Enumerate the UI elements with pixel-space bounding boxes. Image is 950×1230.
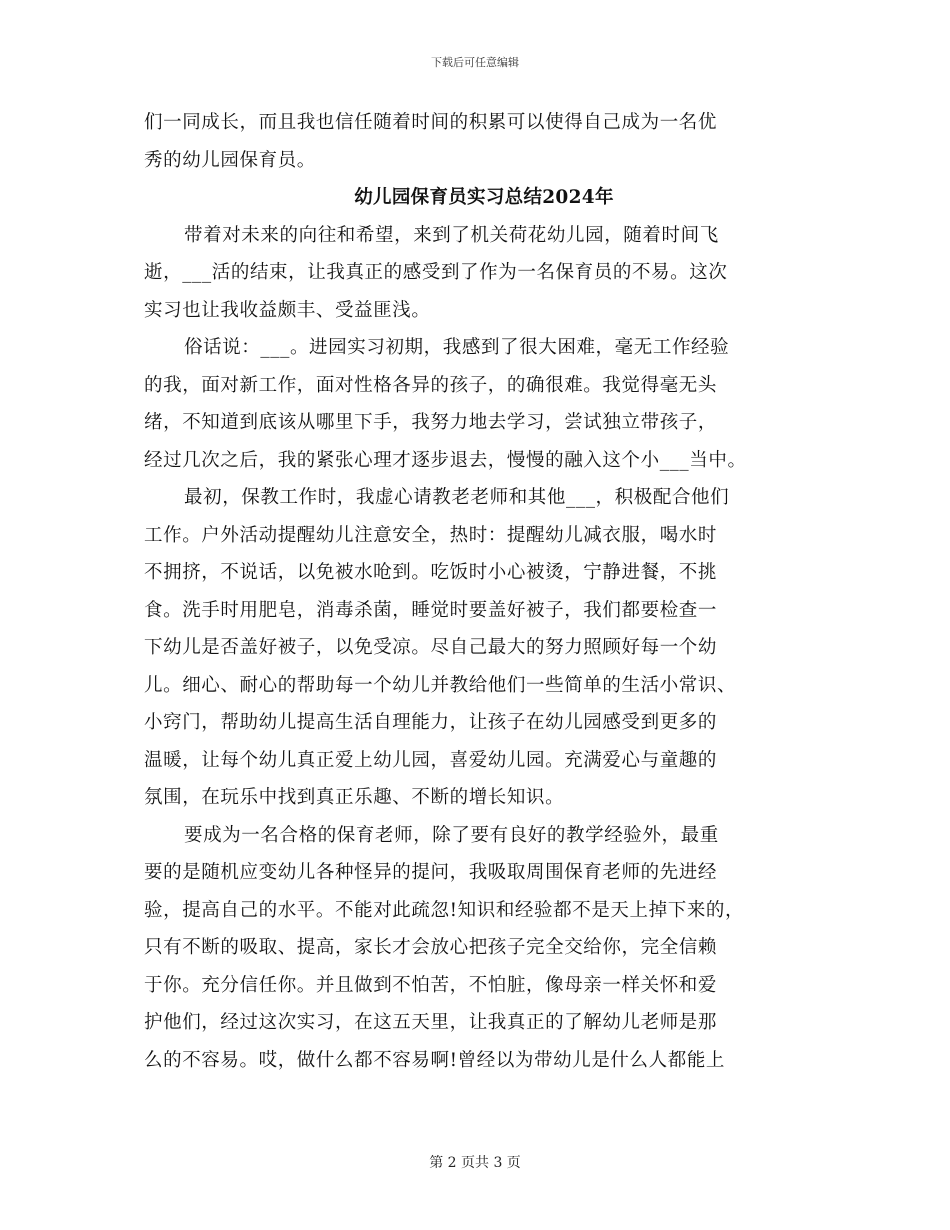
text-line: 的我，面对新工作，面对性格各异的孩子，的确很难。我觉得毫无头	[144, 374, 718, 396]
text-line: 逝，___活的结束，让我真正的感受到了作为一名保育员的不易。这次	[144, 262, 728, 283]
paragraph-3	[144, 479, 824, 817]
text-line: 最初，保教工作时，我虚心请教老老师和其他___，积极配合他们	[184, 487, 730, 508]
section-title: 幼儿园保育员实习总结2024年	[354, 187, 614, 208]
text-line: 秀的幼儿园保育员。	[144, 149, 316, 171]
paragraph-2	[144, 329, 824, 479]
text-line: 小窍门，帮助幼儿提高生活自理能力，让孩子在幼儿园感受到更多的	[144, 712, 718, 733]
text-line: 带着对未来的向往和希望，来到了机关荷花幼儿园，随着时间飞	[184, 224, 719, 246]
text-line: 护他们，经过这次实习，在这五天里，让我真正的了解幼儿老师是那	[144, 1012, 718, 1033]
text-line: 要的是随机应变幼儿各种怪异的提问，我吸取周围保育老师的先进经	[144, 862, 718, 883]
text-line: 经过几次之后，我的紧张心理才逐步退去，慢慢的融入这个小___当中。	[144, 449, 747, 471]
text-line: 只有不断的吸取、提高，家长才会放心把孩子完全交给你，完全信赖	[144, 937, 718, 958]
page-footer: 第 2 页共 3 页	[429, 1155, 521, 1171]
text-line: 验，提高自己的水平。不能对此疏忽!知识和经验都不是天上掉下来的，	[144, 899, 745, 921]
paragraph-1	[144, 217, 824, 330]
text-line: 温暖，让每个幼儿真正爱上幼儿园，喜爱幼儿园。充满爱心与童趣的	[144, 749, 718, 771]
text-line: 们一同成长，而且我也信任随着时间的积累可以使得自己成为一名优	[144, 112, 718, 133]
text-line: 实习也让我收益颇丰、受益匪浅。	[144, 299, 431, 321]
text-line: 下幼儿是否盖好被子，以免受凉。尽自己最大的努力照顾好每一个幼	[144, 637, 718, 658]
page-header: 下载后可任意编辑	[431, 56, 519, 69]
text-line: 要成为一名合格的保育老师，除了要有良好的教学经验外，最重	[184, 824, 719, 846]
text-line: 氛围，在玩乐中找到真正乐趣、不断的增长知识。	[144, 787, 565, 808]
text-line: 不拥挤，不说话，以免被水呛到。吃饭时小心被烫，宁静进餐，不挑	[144, 562, 718, 583]
text-line: 绪，不知道到底该从哪里下手，我努力地去学习，尝试独立带孩子，	[144, 412, 718, 433]
text-line: 么的不容易。哎，做什么都不容易啊!曾经以为带幼儿是什么人都能上	[144, 1049, 726, 1071]
text-line: 儿。细心、耐心的帮助每一个幼儿并教给他们一些简单的生活小常识、	[144, 674, 737, 696]
paragraph-4	[144, 817, 824, 1080]
document-body	[144, 104, 824, 1079]
text-line: 于你。充分信任你。并且做到不怕苦，不怕脏，像母亲一样关怀和爱	[144, 974, 718, 996]
text-line: 工作。户外活动提醒幼儿注意安全，热时：提醒幼儿减衣服，喝水时	[144, 524, 718, 546]
text-line: 俗话说：___。进园实习初期，我感到了很大困难，毫无工作经验	[184, 337, 730, 358]
text-line: 食。洗手时用肥皂，消毒杀菌，睡觉时要盖好被子，我们都要检查一	[144, 599, 718, 621]
